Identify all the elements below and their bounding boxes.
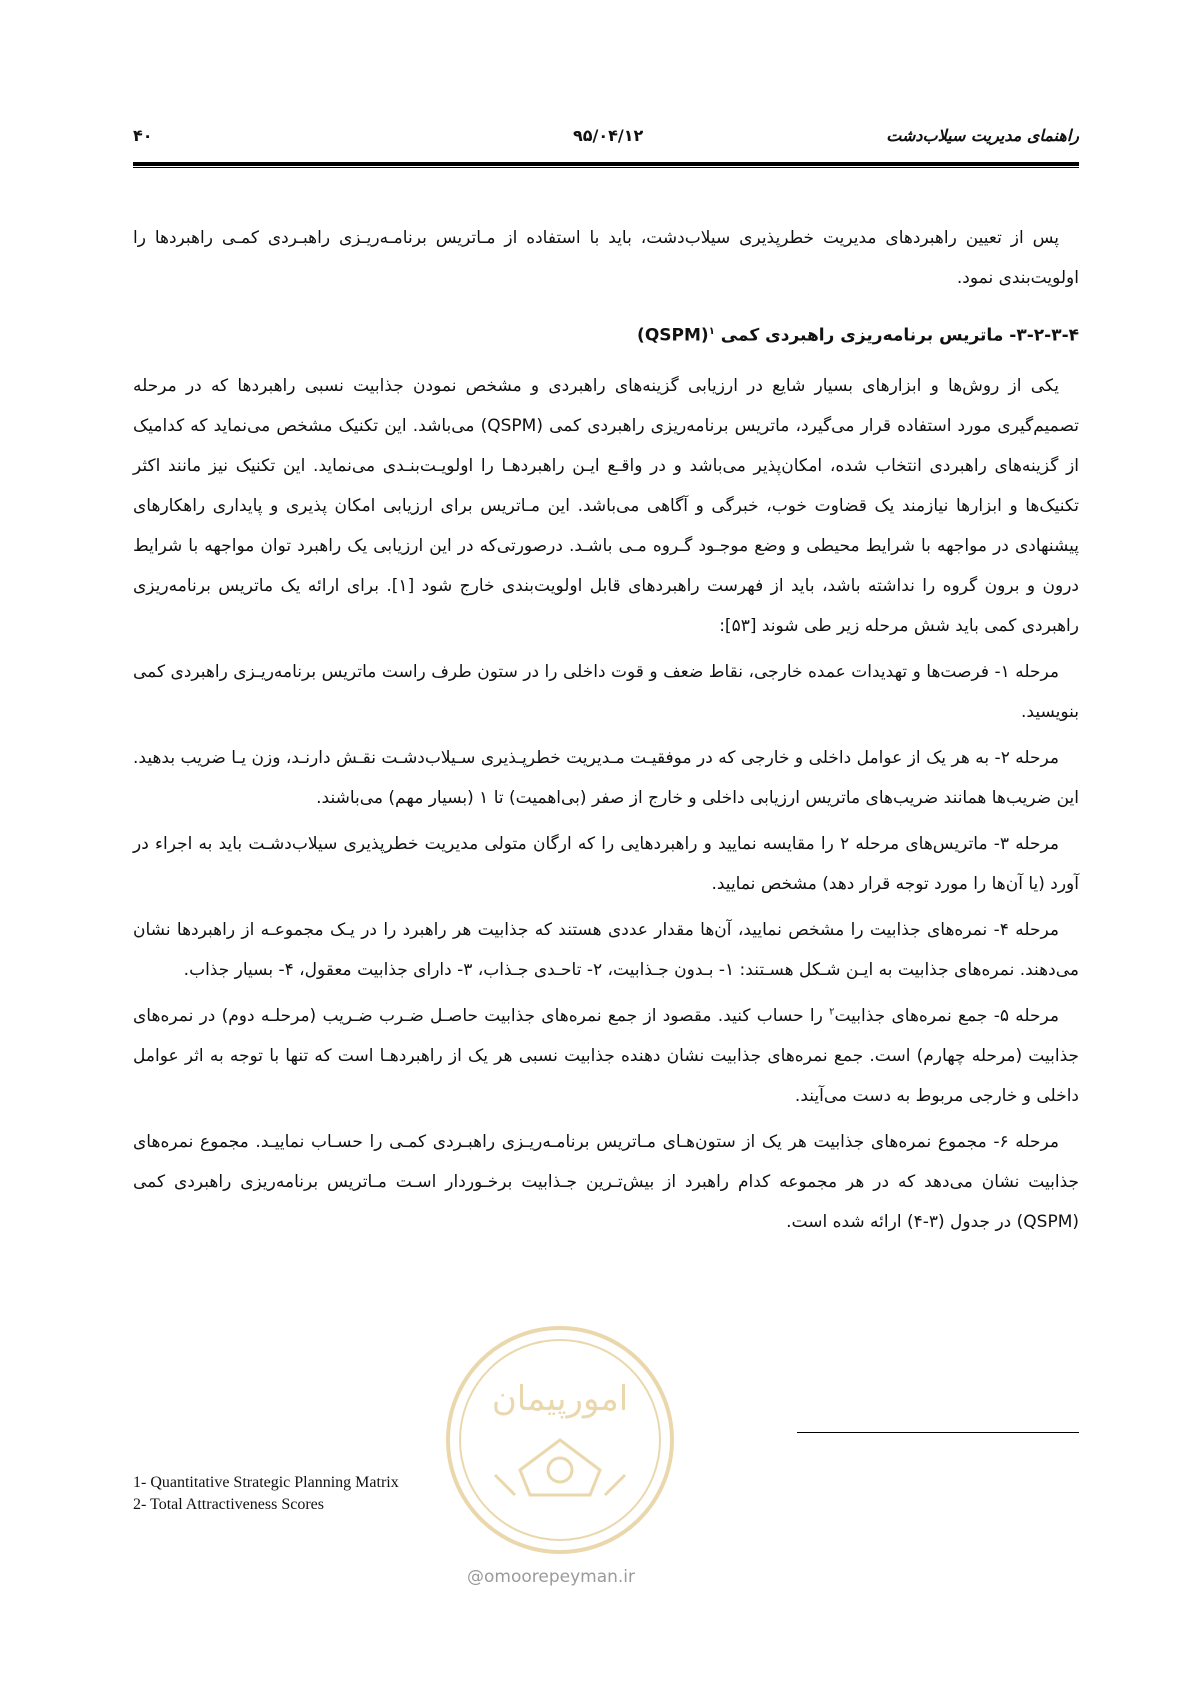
step-5-footnote-ref: ۲: [829, 1006, 835, 1017]
paragraph-step-2: مرحله ۲- به هر یک از عوامل داخلی و خارجی که در موفقیـت مـدیریت خطرپـذیری سـیلاب‌دشـت نقـش دارنـد، وزن یـا ضریب بدهید. این ضریب‌ها همانند ضریب‌های ماتریس ارزیابی داخلی و خارج از صفر (بی‌اهمیت) تا ۱ (بسیار مهم) می‌باشند.: [133, 747, 1079, 808]
section-abbr: (QSPM): [637, 325, 709, 346]
header-rule: [133, 162, 1079, 166]
page-body: [133, 218, 1079, 1248]
section-heading: [133, 312, 1079, 356]
footnote-2: 2- Total Attractiveness Scores: [133, 1496, 324, 1513]
footnote-rule: [797, 1432, 1079, 1433]
header-title: راهنمای مدیریت سیلاب‌دشت: [886, 126, 1079, 145]
paragraph-step-4: مرحله ۴- نمره‌های جذابیت را مشخص نمایید، آن‌ها مقدار عددی هستند که جذابیت هر راهبرد را در یـک مجموعـه از راهبردها نشان می‌دهند. نمره‌های جذابیت به ایـن شـکل هسـتند: ۱- بـدون جـذابیت، ۲- تاحـدی جـذاب، ۳- دارای جذابیت معقول، ۴- بسیار جذاب.: [133, 919, 1079, 980]
footnotes: [133, 1472, 399, 1516]
step-5-start: مرحله ۵- جمع نمره‌های جذابیت: [834, 1005, 1059, 1026]
watermark-logo-text: امورپیمان: [491, 1379, 629, 1419]
paragraph-step-1: مرحله ۱- فرصت‌ها و تهدیدات عمده خارجی، نقاط ضعف و قوت داخلی را در ستون طرف راست ماتریس برنامه‌ریـزی راهبردی کمی بنویسید.: [133, 661, 1079, 722]
step-5-rest: را حساب کنید. مقصود از جمع نمره‌های جذابیت حاصـل ضـرب ضـریب (مرحلـه دوم) در نمره‌های جذابیت (مرحله چهارم) است. جمع نمره‌های جذابیت نشان دهنده جذابیت نسبی هر یک از راهبردهـا است که تنها با توجه به اثر عوامل داخلی و خارجی مربوط به دست می‌آیند.: [133, 1005, 1079, 1106]
paragraph-step-6: مرحله ۶- مجموع نمره‌های جذابیت هر یک از ستون‌هـای مـاتریس برنامـه‌ریـزی راهبـردی کمـی را حسـاب نماییـد. مجموع نمره‌های جذابیت نشان می‌دهد که در هر مجموعه کدام راهبرد از بیش‌تـرین جـذابیت برخـوردار اسـت مـاتریس برنامه‌ریزی راهبردی کمی (QSPM) در جدول (۳-۴) ارائه شده است.: [133, 1131, 1079, 1232]
section-footnote-ref: ۱: [708, 326, 715, 337]
intro-paragraph: پس از تعیین راهبردهای مدیریت خطرپذیری سیلاب‌دشت، باید با استفاده از مـاتریس برنامـه‌ریـزی راهبـردی کمـی راهبردها را اولویت‌بندی نمود.: [133, 228, 1079, 288]
page-header: [133, 126, 1079, 152]
footnote-1: 1- Quantitative Strategic Planning Matrix: [133, 1474, 399, 1491]
watermark-url: @omoorepeyman.ir: [467, 1567, 636, 1587]
paragraph-step-5: [133, 996, 1079, 1116]
header-date: ۹۵/۰۴/۱۲: [573, 126, 644, 145]
watermark-url-text: omoorepeyman.ir: [484, 1567, 636, 1587]
page-number: ۴۰: [133, 126, 153, 145]
paragraph-step-3: مرحله ۳- ماتریس‌های مرحله ۲ را مقایسه نمایید و راهبردهایی را که ارگان متولی مدیریت خطرپذیری سیلاب‌دشـت باید به اجراء در آورد (یا آن‌ها را مورد توجه قرار دهد) مشخص نمایید.: [133, 833, 1079, 894]
header-rule-thin: [133, 167, 1079, 168]
paragraph-qspm-intro: یکی از روش‌ها و ابزارهای بسیار شایع در ارزیابی گزینه‌های راهبردی و مشخص نمودن جذابیت نسبی راهبردها که در مرحله تصمیم‌گیری مورد استفاده قرار می‌گیرد، ماتریس برنامه‌ریزی راهبردی کمی (QSPM) می‌باشد. این تکنیک مشخص می‌نماید که کدامیک از گزینه‌های راهبردی انتخاب شده، امکان‌پذیر می‌باشد و در واقـع ایـن راهبردهـا را اولویـت‌بنـدی می‌نماید. این تکنیک نیز مانند اکثر تکنیک‌ها و ابزارها نیازمند یک قضاوت خوب، خبرگی و آگاهی می‌باشد. این مـاتریس برای ارزیابی امکان پذیری و پایداری راهکارهای پیشنهادی در مواجهه با شرایط محیطی و وضع موجـود گـروه مـی باشـد. درصورتی‌که در این ارزیابی یک راهبرد توان مواجهه با شرایط درون و برون گروه را نداشته باشد، باید از فهرست راهبردهای قابل اولویت‌بندی خارج شود [۱]. برای ارائه یک ماتریس برنامه‌ریزی راهبردی کمی باید شش مرحله زیر طی شوند [۵۳]:: [133, 375, 1079, 636]
watermark-logo: [440, 1320, 680, 1560]
section-title-text: ۳-۲-۳-۴- ماتریس برنامه‌ریزی راهبردی کمی: [720, 325, 1079, 346]
